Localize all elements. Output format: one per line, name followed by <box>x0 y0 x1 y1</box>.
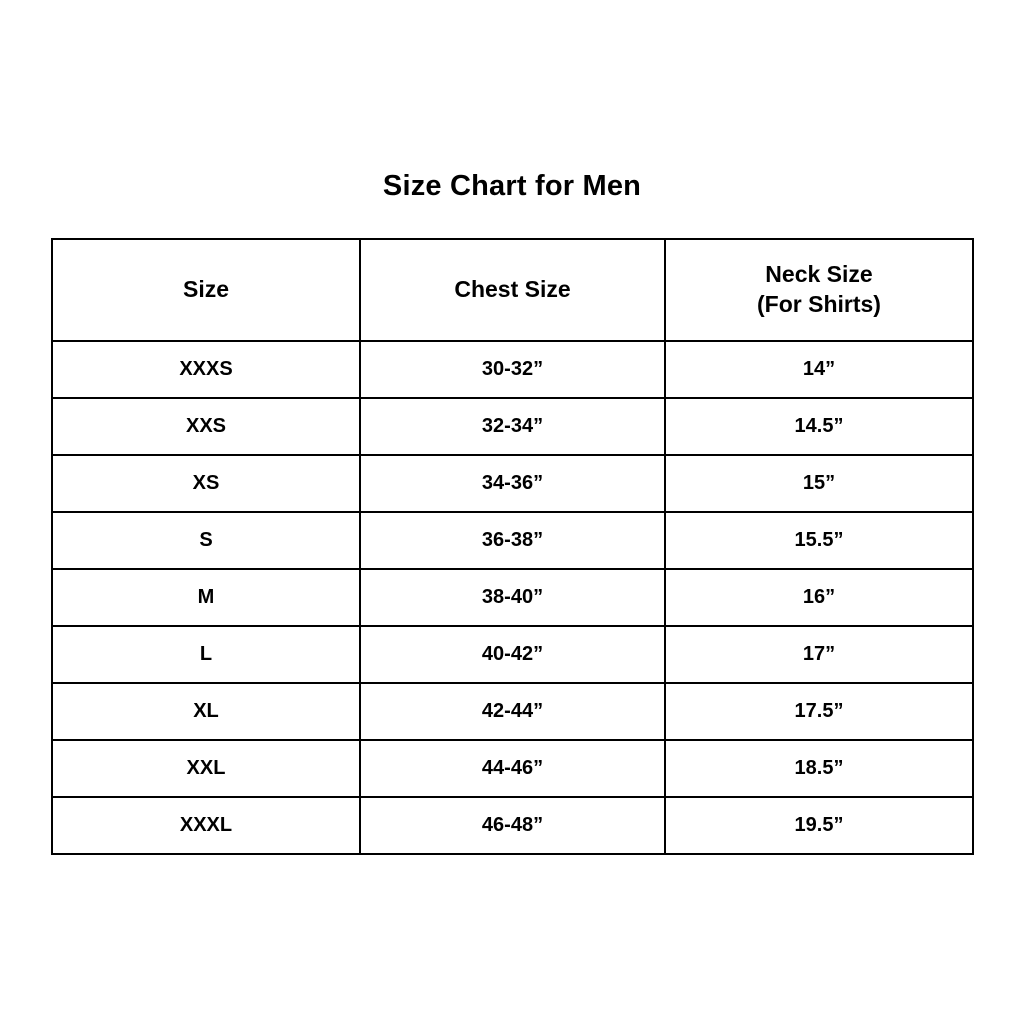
cell-neck: 15.5” <box>665 512 973 569</box>
cell-neck: 17.5” <box>665 683 973 740</box>
cell-size: XXL <box>52 740 360 797</box>
cell-neck: 15” <box>665 455 973 512</box>
cell-size: XXS <box>52 398 360 455</box>
table-row <box>52 398 973 455</box>
cell-neck: 18.5” <box>665 740 973 797</box>
table-row <box>52 512 973 569</box>
cell-chest: 44-46” <box>360 740 665 797</box>
table-row <box>52 797 973 854</box>
cell-chest: 40-42” <box>360 626 665 683</box>
column-header-chest-size-label: Chest Size <box>454 276 571 303</box>
column-header-neck-size <box>665 239 973 341</box>
cell-chest: 34-36” <box>360 455 665 512</box>
table-header <box>52 239 973 341</box>
cell-chest: 30-32” <box>360 341 665 398</box>
cell-neck: 16” <box>665 569 973 626</box>
column-header-neck-size-label: Neck Size <box>765 261 873 288</box>
size-chart-table <box>51 238 974 855</box>
column-header-size-label: Size <box>182 276 230 303</box>
table-body <box>52 341 973 854</box>
cell-chest: 36-38” <box>360 512 665 569</box>
table-row <box>52 455 973 512</box>
table-row <box>52 740 973 797</box>
cell-chest: 38-40” <box>360 569 665 626</box>
column-header-neck-size-sublabel: (For Shirts) <box>757 291 881 317</box>
cell-neck: 19.5” <box>665 797 973 854</box>
cell-size: XXXL <box>52 797 360 854</box>
table-row <box>52 341 973 398</box>
cell-size: XS <box>52 455 360 512</box>
cell-size: M <box>52 569 360 626</box>
cell-size: S <box>52 512 360 569</box>
cell-size: XXXS <box>52 341 360 398</box>
column-header-chest-size <box>360 239 665 341</box>
page-title: Size Chart for Men <box>382 170 642 202</box>
cell-chest: 46-48” <box>360 797 665 854</box>
cell-chest: 42-44” <box>360 683 665 740</box>
column-header-size <box>52 239 360 341</box>
cell-neck: 17” <box>665 626 973 683</box>
size-chart-table-container <box>51 238 972 855</box>
cell-chest: 32-34” <box>360 398 665 455</box>
table-row <box>52 683 973 740</box>
cell-size: L <box>52 626 360 683</box>
table-row <box>52 626 973 683</box>
cell-size: XL <box>52 683 360 740</box>
cell-neck: 14” <box>665 341 973 398</box>
table-row <box>52 569 973 626</box>
table-header-row <box>52 239 973 341</box>
cell-neck: 14.5” <box>665 398 973 455</box>
